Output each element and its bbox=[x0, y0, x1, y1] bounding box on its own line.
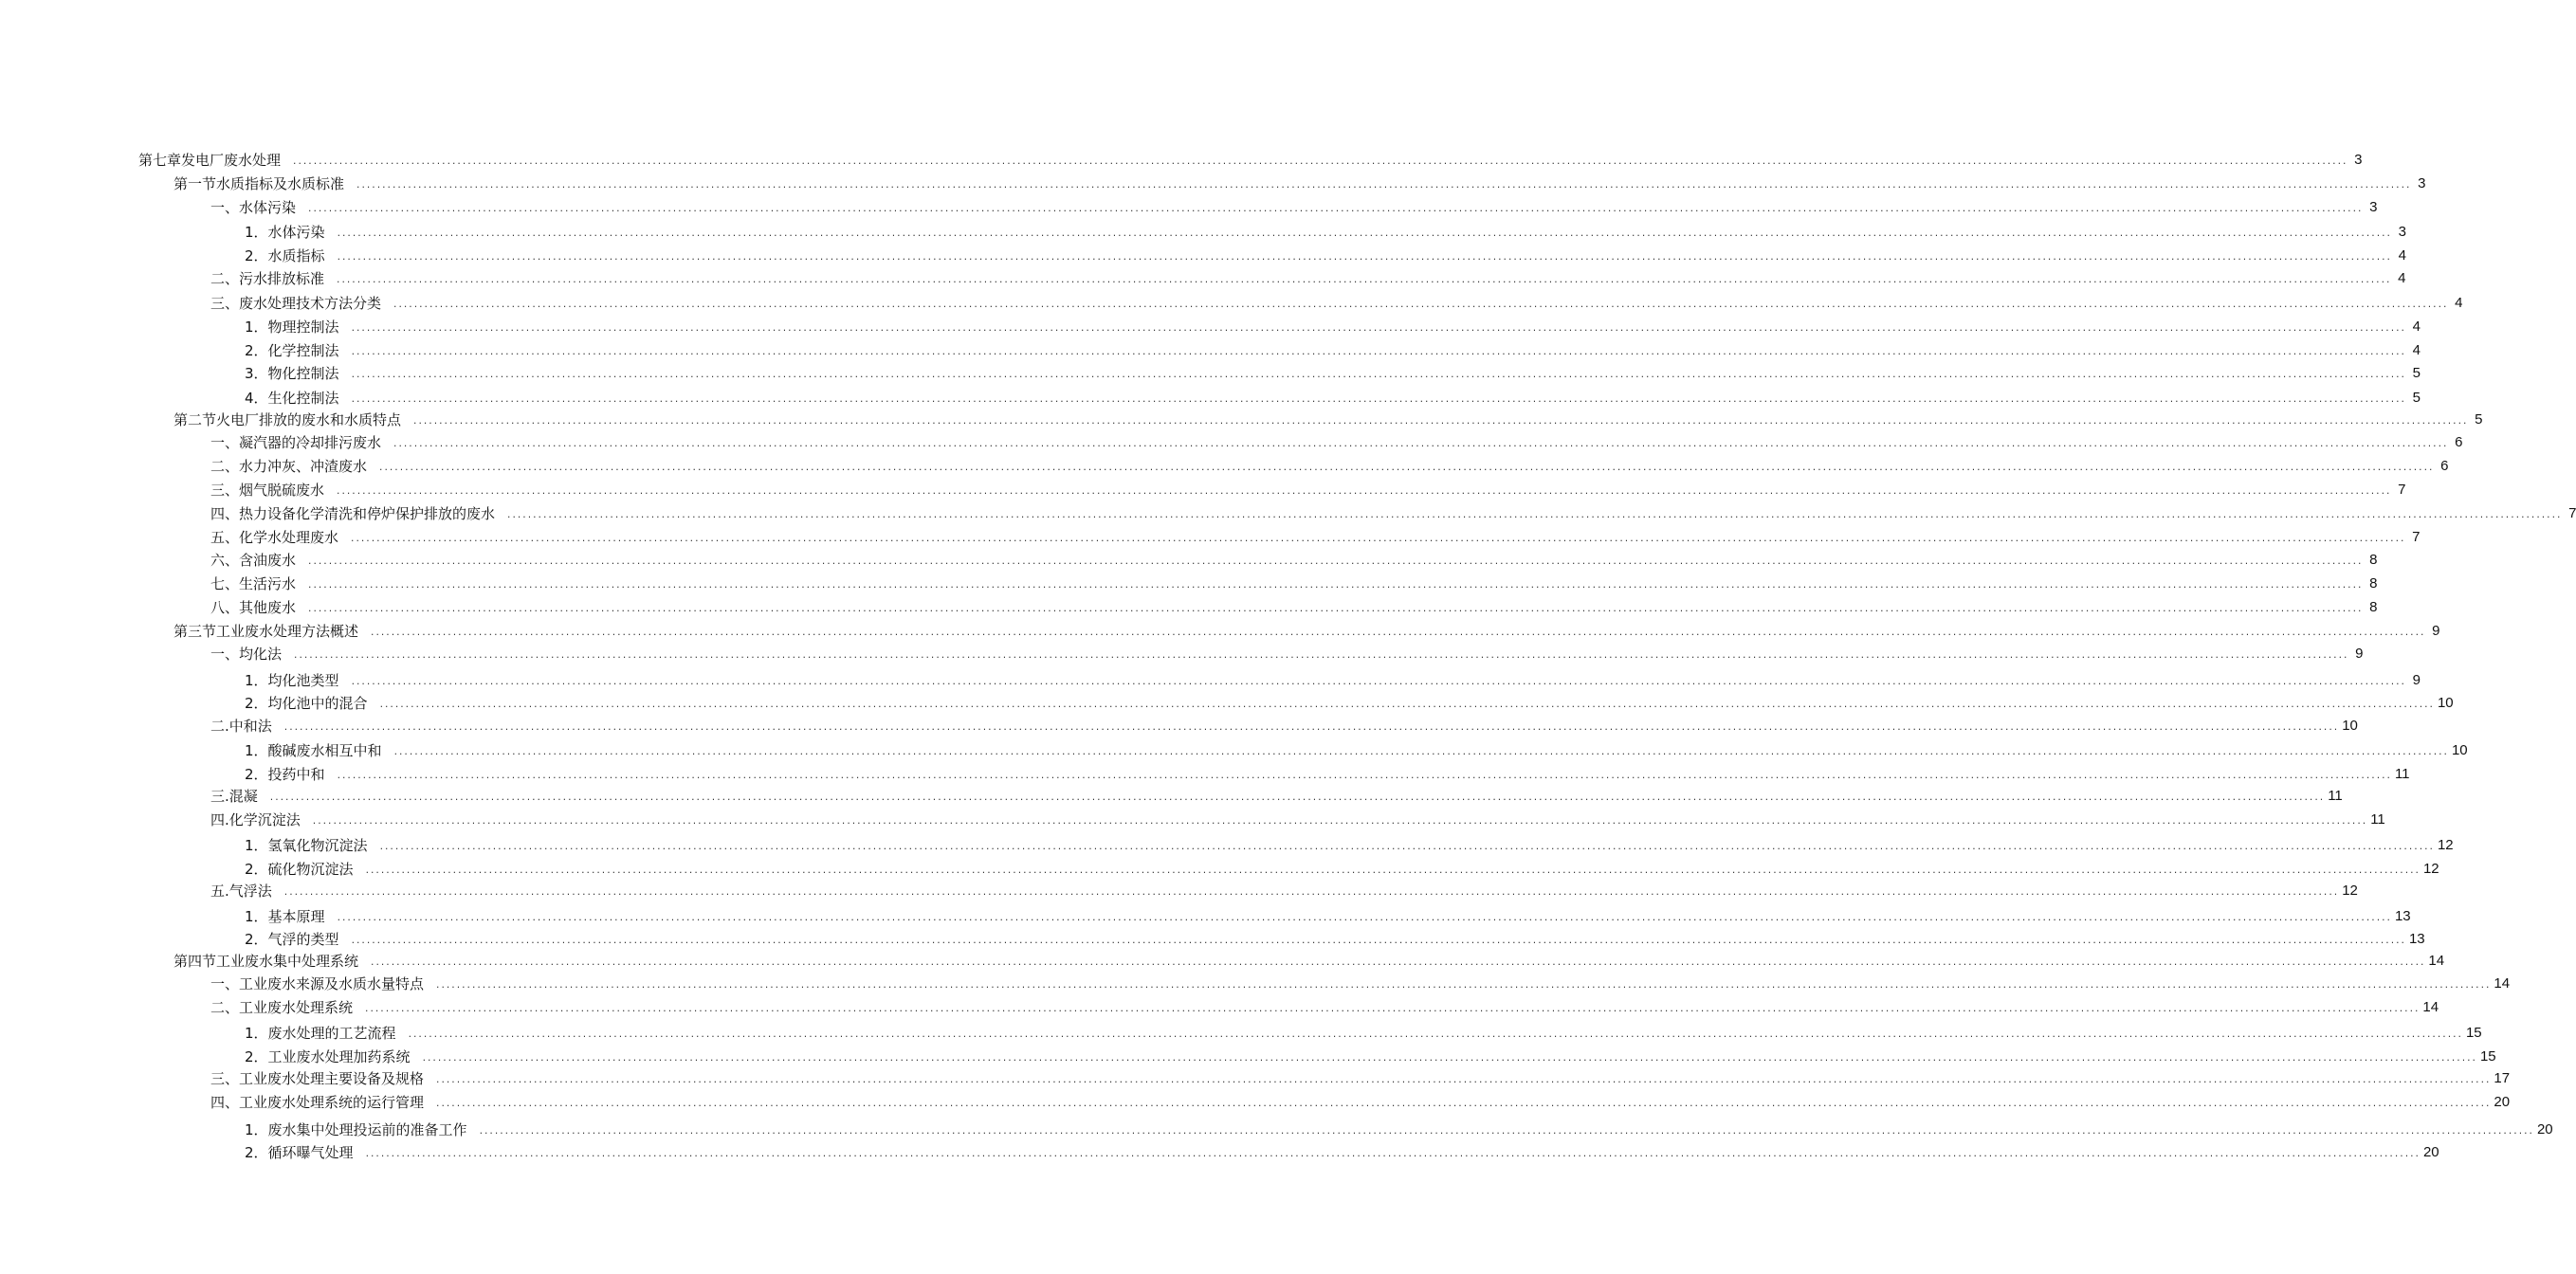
dot-leader: ................................................................................................................................................................................................................................................................................................................................................................................................................ bbox=[336, 253, 2391, 263]
toc-entry-page-number: 13 bbox=[2394, 908, 2411, 924]
toc-entry[interactable] bbox=[210, 810, 2385, 830]
toc-entry-number: 二. bbox=[210, 718, 229, 735]
toc-entry-number: 2． bbox=[245, 861, 268, 878]
dot-leader: ................................................................................................................................................................................................................................................................................................................................................................................................................ bbox=[283, 888, 2339, 898]
dot-leader: ................................................................................................................................................................................................................................................................................................................................................................................................................ bbox=[370, 958, 2425, 968]
dot-leader: ................................................................................................................................................................................................................................................................................................................................................................................................................ bbox=[292, 157, 2348, 167]
toc-entry-number: 1． bbox=[245, 1025, 268, 1042]
toc-entry-title: 混凝 bbox=[228, 788, 258, 805]
toc-entry-number: 五. bbox=[210, 883, 229, 900]
toc-entry[interactable] bbox=[138, 150, 2363, 171]
toc-entry[interactable] bbox=[245, 1023, 2482, 1044]
toc-entry-title: 酸碱废水相互中和 bbox=[267, 742, 382, 759]
toc-entry-title: 工业废水集中处理系统 bbox=[216, 953, 359, 970]
dot-leader: ................................................................................................................................................................................................................................................................................................................................................................................................................ bbox=[364, 1150, 2420, 1159]
toc-entry[interactable] bbox=[245, 222, 2406, 243]
toc-entry[interactable] bbox=[245, 1046, 2496, 1067]
toc-entry-page-number: 8 bbox=[2369, 552, 2378, 568]
toc-entry-number: 三、 bbox=[210, 295, 240, 312]
toc-entry-title: 烟气脱硫废水 bbox=[239, 482, 325, 499]
toc-entry-title: 水质指标及水质标准 bbox=[216, 175, 345, 192]
toc-entry-number: 一、 bbox=[210, 434, 240, 451]
toc-entry-title: 生化控制法 bbox=[267, 390, 339, 407]
toc-entry-number: 1． bbox=[245, 908, 268, 925]
toc-entry-title: 水质指标 bbox=[267, 247, 325, 264]
toc-entry-title: 工业废水处理主要设备及规格 bbox=[239, 1070, 425, 1087]
toc-entry-title: 气浮法 bbox=[228, 883, 272, 900]
toc-entry-title: 中和法 bbox=[228, 718, 272, 735]
toc-entry-number: 2． bbox=[245, 247, 268, 264]
toc-entry-page-number: 6 bbox=[2440, 458, 2449, 474]
toc-entry[interactable] bbox=[245, 764, 2410, 785]
toc-entry-title: 化学控制法 bbox=[267, 342, 339, 359]
dot-leader: ................................................................................................................................................................................................................................................................................................................................................................................................................ bbox=[307, 605, 2363, 614]
toc-entry-title: 生活污水 bbox=[239, 575, 297, 592]
toc-entry-page-number: 17 bbox=[2494, 1070, 2511, 1086]
toc-entry-title: 物化控制法 bbox=[267, 365, 339, 382]
toc-entry-page-number: 11 bbox=[2394, 766, 2410, 782]
toc-entry[interactable] bbox=[210, 881, 2358, 901]
toc-entry-title: 工业废水处理加药系统 bbox=[267, 1048, 411, 1065]
dot-leader: ................................................................................................................................................................................................................................................................................................................................................................................................................ bbox=[293, 651, 2348, 661]
toc-entry[interactable] bbox=[210, 527, 2421, 548]
toc-entry-page-number: 20 bbox=[2536, 1121, 2553, 1138]
toc-entry-title: 化学水处理废水 bbox=[239, 529, 339, 546]
toc-entry-number: 1． bbox=[245, 672, 268, 689]
toc-entry-title: 工业废水处理方法概述 bbox=[216, 623, 359, 640]
dot-leader: ................................................................................................................................................................................................................................................................................................................................................................................................................ bbox=[307, 581, 2363, 591]
toc-entry-page-number: 3 bbox=[2369, 199, 2378, 215]
toc-entry[interactable] bbox=[245, 929, 2425, 950]
dot-leader: ................................................................................................................................................................................................................................................................................................................................................................................................................ bbox=[435, 981, 2491, 991]
toc-entry-number: 四. bbox=[210, 811, 229, 828]
toc-entry[interactable] bbox=[174, 410, 2483, 430]
dot-leader: ................................................................................................................................................................................................................................................................................................................................................................................................................ bbox=[364, 1005, 2420, 1014]
toc-entry-page-number: 11 bbox=[2370, 811, 2385, 828]
dot-leader: ................................................................................................................................................................................................................................................................................................................................................................................................................ bbox=[311, 817, 2367, 827]
toc-entry[interactable] bbox=[210, 786, 2343, 807]
toc-entry-title: 氢氧化物沉淀法 bbox=[267, 837, 368, 854]
dot-leader: ................................................................................................................................................................................................................................................................................................................................................................................................................ bbox=[336, 276, 2391, 285]
toc-entry-number: 第四节 bbox=[174, 953, 217, 970]
toc-entry-title: 发电厂废水处理 bbox=[181, 152, 282, 169]
toc-entry[interactable] bbox=[210, 550, 2378, 571]
toc-entry-page-number: 4 bbox=[2412, 342, 2421, 358]
toc-entry-number: 4． bbox=[245, 390, 268, 407]
toc-entry-page-number: 15 bbox=[2479, 1048, 2496, 1065]
toc-entry-title: 水体污染 bbox=[267, 224, 325, 241]
toc-entry-page-number: 4 bbox=[2412, 318, 2421, 335]
dot-leader: ................................................................................................................................................................................................................................................................................................................................................................................................................ bbox=[393, 748, 2448, 757]
toc-entry-page-number: 8 bbox=[2369, 575, 2378, 592]
toc-entry-page-number: 15 bbox=[2465, 1025, 2482, 1041]
dot-leader: ................................................................................................................................................................................................................................................................................................................................................................................................................ bbox=[412, 417, 2468, 427]
toc-entry-page-number: 13 bbox=[2408, 931, 2425, 947]
toc-entry-number: 2． bbox=[245, 342, 268, 359]
toc-entry-title: 工业废水来源及水质水量特点 bbox=[239, 975, 425, 992]
toc-entry-number: 一、 bbox=[210, 646, 240, 663]
dot-leader: ................................................................................................................................................................................................................................................................................................................................................................................................................ bbox=[268, 793, 2325, 803]
toc-entry-number: 3． bbox=[245, 365, 268, 382]
toc-entry[interactable] bbox=[245, 1142, 2439, 1163]
toc-entry-number: 1． bbox=[245, 1121, 268, 1138]
dot-leader: ................................................................................................................................................................................................................................................................................................................................................................................................................ bbox=[506, 511, 2562, 520]
toc-entry[interactable] bbox=[245, 246, 2406, 266]
toc-entry-page-number: 3 bbox=[2354, 152, 2363, 168]
toc-entry-title: 水力冲灰、冲渣废水 bbox=[239, 458, 368, 475]
toc-entry-number: 第二节 bbox=[174, 411, 217, 428]
dot-leader: ................................................................................................................................................................................................................................................................................................................................................................................................................ bbox=[407, 1030, 2462, 1040]
toc-entry[interactable] bbox=[245, 693, 2454, 714]
toc-entry-title: 均化池中的混合 bbox=[267, 695, 368, 712]
toc-entry[interactable] bbox=[210, 293, 2463, 314]
toc-entry-number: 1． bbox=[245, 224, 268, 241]
toc-entry-number: 八、 bbox=[210, 599, 240, 616]
dot-leader: ................................................................................................................................................................................................................................................................................................................................................................................................................ bbox=[435, 1076, 2491, 1085]
toc-entry-page-number: 14 bbox=[2494, 975, 2511, 992]
toc-entry-number: 七、 bbox=[210, 575, 240, 592]
toc-entry-number: 三. bbox=[210, 788, 229, 805]
toc-entry-number: 1． bbox=[245, 837, 268, 854]
toc-entry-page-number: 14 bbox=[2428, 953, 2445, 969]
toc-entry-page-number: 12 bbox=[2422, 861, 2439, 877]
dot-leader: ................................................................................................................................................................................................................................................................................................................................................................................................................ bbox=[350, 937, 2405, 946]
dot-leader: ................................................................................................................................................................................................................................................................................................................................................................................................................ bbox=[307, 557, 2363, 567]
toc-entry-number: 四、 bbox=[210, 1094, 240, 1111]
toc-entry-title: 工业废水处理系统的运行管理 bbox=[239, 1094, 425, 1111]
dot-leader: ................................................................................................................................................................................................................................................................................................................................................................................................................ bbox=[336, 229, 2391, 239]
toc-entry-page-number: 7 bbox=[2398, 482, 2406, 498]
dot-leader: ................................................................................................................................................................................................................................................................................................................................................................................................................ bbox=[350, 371, 2405, 380]
toc-entry-page-number: 7 bbox=[2568, 505, 2576, 521]
dot-leader: ................................................................................................................................................................................................................................................................................................................................................................................................................ bbox=[378, 701, 2434, 710]
toc-entry-page-number: 20 bbox=[2422, 1144, 2439, 1160]
toc-entry-page-number: 9 bbox=[2432, 623, 2440, 639]
toc-entry-page-number: 4 bbox=[2398, 270, 2406, 286]
toc-entry-page-number: 8 bbox=[2369, 599, 2378, 615]
toc-entry-page-number: 4 bbox=[2455, 295, 2463, 311]
toc-entry-title: 投药中和 bbox=[267, 766, 325, 783]
dot-leader: ................................................................................................................................................................................................................................................................................................................................................................................................................ bbox=[356, 181, 2411, 191]
toc-entry[interactable] bbox=[245, 363, 2421, 384]
toc-entry-number: 1． bbox=[245, 742, 268, 759]
toc-entry-number: 六、 bbox=[210, 552, 240, 569]
toc-entry-title: 物理控制法 bbox=[267, 318, 339, 336]
toc-entry-number: 四、 bbox=[210, 505, 240, 522]
toc-entry[interactable] bbox=[210, 997, 2439, 1018]
dot-leader: ................................................................................................................................................................................................................................................................................................................................................................................................................ bbox=[350, 324, 2405, 334]
toc-entry[interactable] bbox=[245, 388, 2421, 409]
toc-entry-page-number: 3 bbox=[2398, 224, 2406, 240]
dot-leader: ................................................................................................................................................................................................................................................................................................................................................................................................................ bbox=[336, 772, 2391, 781]
toc-entry-number: 1． bbox=[245, 318, 268, 336]
dot-leader: ................................................................................................................................................................................................................................................................................................................................................................................................................ bbox=[421, 1054, 2476, 1064]
toc-entry-number: 第一节 bbox=[174, 175, 217, 192]
toc-entry[interactable] bbox=[210, 480, 2406, 500]
toc-entry-page-number: 10 bbox=[2342, 718, 2358, 734]
toc-entry[interactable] bbox=[210, 1068, 2511, 1089]
toc-entry-number: 二、 bbox=[210, 458, 240, 475]
toc-entry[interactable] bbox=[210, 716, 2358, 737]
dot-leader: ................................................................................................................................................................................................................................................................................................................................................................................................................ bbox=[370, 628, 2425, 638]
dot-leader: ................................................................................................................................................................................................................................................................................................................................................................................................................ bbox=[378, 843, 2434, 852]
dot-leader: ................................................................................................................................................................................................................................................................................................................................................................................................................ bbox=[336, 487, 2391, 497]
toc-entry-title: 工业废水处理系统 bbox=[239, 999, 354, 1016]
toc-entry[interactable] bbox=[210, 197, 2378, 218]
toc-entry[interactable] bbox=[245, 835, 2454, 856]
toc-entry-page-number: 20 bbox=[2494, 1094, 2511, 1110]
toc-entry-number: 2． bbox=[245, 1144, 268, 1161]
toc-entry-page-number: 3 bbox=[2418, 175, 2426, 191]
toc-entry[interactable] bbox=[174, 951, 2445, 972]
toc-entry-page-number: 4 bbox=[2398, 247, 2406, 264]
toc-entry-number: 第三节 bbox=[174, 623, 217, 640]
toc-entry-title: 含油废水 bbox=[239, 552, 297, 569]
toc-entry-number: 2． bbox=[245, 1048, 268, 1065]
toc-entry[interactable] bbox=[210, 974, 2511, 994]
toc-entry-page-number: 9 bbox=[2355, 646, 2364, 662]
toc-entry-title: 硫化物沉淀法 bbox=[267, 861, 354, 878]
dot-leader: ................................................................................................................................................................................................................................................................................................................................................................................................................ bbox=[393, 300, 2448, 310]
toc-entry-title: 废水集中处理投运前的准备工作 bbox=[267, 1121, 467, 1138]
toc-entry-title: 气浮的类型 bbox=[267, 931, 339, 948]
toc-entry-number: 三、 bbox=[210, 1070, 240, 1087]
toc-entry[interactable] bbox=[245, 1119, 2553, 1140]
toc-entry-page-number: 7 bbox=[2412, 529, 2421, 545]
dot-leader: ................................................................................................................................................................................................................................................................................................................................................................................................................ bbox=[435, 1100, 2491, 1109]
dot-leader: ................................................................................................................................................................................................................................................................................................................................................................................................................ bbox=[350, 678, 2405, 687]
dot-leader: ................................................................................................................................................................................................................................................................................................................................................................................................................ bbox=[478, 1127, 2533, 1137]
toc-entry-page-number: 6 bbox=[2455, 434, 2463, 450]
toc-entry-title: 均化法 bbox=[239, 646, 283, 663]
dot-leader: ................................................................................................................................................................................................................................................................................................................................................................................................................ bbox=[307, 205, 2363, 214]
toc-entry-title: 循环曝气处理 bbox=[267, 1144, 354, 1161]
toc-entry-page-number: 10 bbox=[2451, 742, 2468, 758]
toc-entry-number: 三、 bbox=[210, 482, 240, 499]
toc-entry-title: 废水处理技术方法分类 bbox=[239, 295, 382, 312]
dot-leader: ................................................................................................................................................................................................................................................................................................................................................................................................................ bbox=[336, 914, 2391, 923]
toc-entry-number: 第七章 bbox=[138, 152, 182, 169]
toc-entry-page-number: 5 bbox=[2475, 411, 2483, 428]
toc-entry-page-number: 12 bbox=[2437, 837, 2454, 853]
toc-entry-title: 火电厂排放的废水和水质特点 bbox=[216, 411, 402, 428]
toc-entry[interactable] bbox=[245, 740, 2468, 761]
toc-entry-title: 其他废水 bbox=[239, 599, 297, 616]
toc-entry[interactable] bbox=[210, 1092, 2511, 1113]
dot-leader: ................................................................................................................................................................................................................................................................................................................................................................................................................ bbox=[378, 464, 2434, 473]
toc-entry-number: 一、 bbox=[210, 975, 240, 992]
dot-leader: ................................................................................................................................................................................................................................................................................................................................................................................................................ bbox=[364, 866, 2420, 876]
toc-entry-title: 污水排放标准 bbox=[239, 270, 325, 287]
toc-entry-title: 基本原理 bbox=[267, 908, 325, 925]
toc-entry[interactable] bbox=[245, 906, 2411, 927]
toc-entry-page-number: 10 bbox=[2437, 695, 2454, 711]
toc-entry-title: 化学沉淀法 bbox=[228, 811, 301, 828]
toc-entry-number: 2． bbox=[245, 695, 268, 712]
toc-entry-title: 凝汽器的冷却排污废水 bbox=[239, 434, 382, 451]
toc-entry[interactable] bbox=[174, 173, 2426, 194]
toc-entry-page-number: 5 bbox=[2412, 365, 2421, 381]
toc-entry-page-number: 5 bbox=[2412, 390, 2421, 406]
toc-entry-title: 水体污染 bbox=[239, 199, 297, 216]
toc-entry[interactable] bbox=[245, 340, 2421, 361]
toc-entry-title: 热力设备化学清洗和停炉保护排放的废水 bbox=[239, 505, 496, 522]
toc-entry[interactable] bbox=[210, 268, 2406, 289]
toc-entry-number: 二、 bbox=[210, 270, 240, 287]
toc-entry-title: 均化池类型 bbox=[267, 672, 339, 689]
toc-entry[interactable] bbox=[174, 621, 2440, 642]
toc-entry[interactable] bbox=[210, 503, 2576, 524]
toc-entry-title: 废水处理的工艺流程 bbox=[267, 1025, 396, 1042]
toc-entry-number: 二、 bbox=[210, 999, 240, 1016]
toc-entry-page-number: 14 bbox=[2422, 999, 2439, 1015]
toc-entry[interactable] bbox=[210, 456, 2449, 477]
toc-entry[interactable] bbox=[245, 859, 2439, 880]
toc-entry-page-number: 11 bbox=[2328, 788, 2343, 804]
dot-leader: ................................................................................................................................................................................................................................................................................................................................................................................................................ bbox=[283, 723, 2339, 733]
dot-leader: ................................................................................................................................................................................................................................................................................................................................................................................................................ bbox=[350, 535, 2405, 544]
toc-entry[interactable] bbox=[245, 317, 2421, 337]
dot-leader: ................................................................................................................................................................................................................................................................................................................................................................................................................ bbox=[350, 395, 2405, 405]
toc-entry-number: 一、 bbox=[210, 199, 240, 216]
toc-entry[interactable] bbox=[210, 432, 2463, 453]
toc-entry-number: 2． bbox=[245, 766, 268, 783]
toc-entry[interactable] bbox=[210, 644, 2364, 664]
dot-leader: ................................................................................................................................................................................................................................................................................................................................................................................................................ bbox=[350, 348, 2405, 357]
toc-entry[interactable] bbox=[210, 597, 2378, 618]
toc-entry-page-number: 9 bbox=[2412, 672, 2421, 688]
dot-leader: ................................................................................................................................................................................................................................................................................................................................................................................................................ bbox=[393, 440, 2448, 449]
toc-entry[interactable] bbox=[245, 670, 2421, 691]
toc-entry-number: 五、 bbox=[210, 529, 240, 546]
toc-entry-page-number: 12 bbox=[2342, 883, 2358, 899]
toc-entry[interactable] bbox=[210, 573, 2378, 594]
toc-entry-number: 2． bbox=[245, 931, 268, 948]
